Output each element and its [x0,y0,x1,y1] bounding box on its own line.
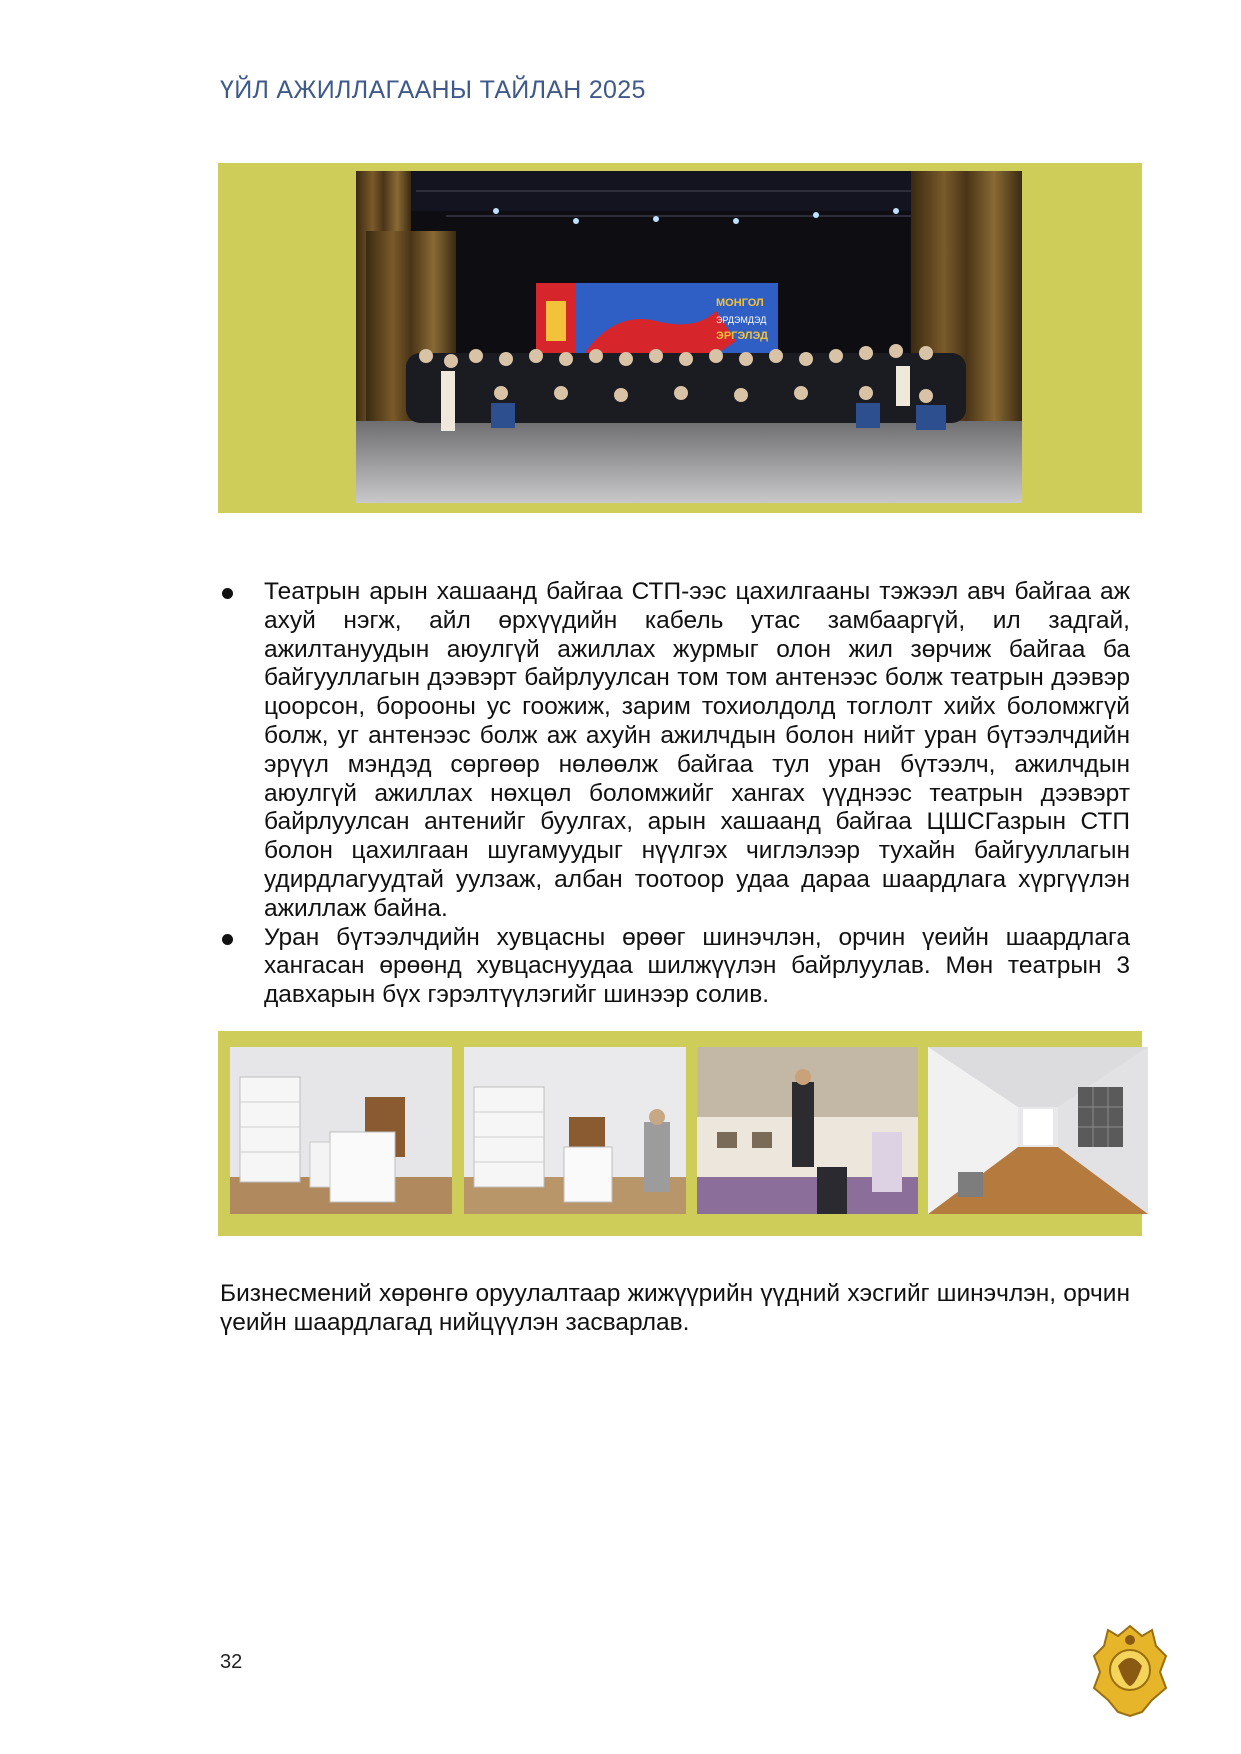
wardrobe-room-photo-1 [230,1047,452,1214]
stage-screen-text-3: ЭРГЭЛЭД [716,330,768,342]
theatre-emblem-logo [1090,1620,1170,1720]
stage-screen-text-1: МОНГОЛ [716,297,764,309]
bullet-item: Театрын арын хашаанд байгаа СТП-ээс цахилгааны тэжээл авч байгаа аж ахуй нэгж, айл өрхүүдийн кабель утас замбааргүй, ил задгай, ажилтануудын аюулгүй ажиллах журмыг олон жил зөрчиж байгаа ба байгууллагын дээвэрт байрлуулсан том том антенээс болж театрын дээвэр цоорсон, борооны ус гоожиж, зарим тохиолдолд тоглолт хийх боломжгүй болж, уг антенээс болж аж ахуйн ажилчдын болон нийт уран бүтээлчдийн эрүүл мэндэд сөргөөр нөлөөлж байгаа тул уран бүтээлч, ажилчдын аюулгүй ажиллах нөхцөл боломжийг хангах үүднээс театрын дээвэрт байрлуулсан антенийг буулгах, арын хашаанд байгаа ЦШСГазрын СТП болон цахилгаан шугамуудыг нүүлгэх чиглэлээр тухайн байгууллагын удирдлагуудтай уулзаж, албан тоотоор удаа дараа шаардлага хүргүүлэн ажиллаж байна. [218,578,1130,924]
group-photo-on-stage [356,171,1022,503]
stage-screen-text-2: ЭРДЭМДЭД [716,315,767,325]
ceiling-lighting-install-photo [697,1047,918,1214]
report-header-title: ҮЙЛ АЖИЛЛАГААНЫ ТАЙЛАН 2025 [220,76,646,104]
entrance-corridor-photo [928,1047,1148,1214]
renovation-caption: Бизнесмений хөрөнгө оруулалтаар жижүүрийн үүдний хэсгийг шинэчлэн, орчин үеийн шаардлагад нийцүүлэн засварлав. [220,1280,1130,1336]
bullet-list [218,578,1130,1010]
page-number: 32 [220,1651,243,1673]
bullet-item: Уран бүтээлчдийн хувцасны өрөөг шинэчлэн, орчин үеийн шаардлага хангасан өрөөнд хувцаснуудаа шилжүүлэн байрлуулав. Мөн театрын 3 давхарын бүх гэрэлтүүлэгийг шинээр солив. [218,924,1130,1010]
wardrobe-room-photo-2 [464,1047,686,1214]
